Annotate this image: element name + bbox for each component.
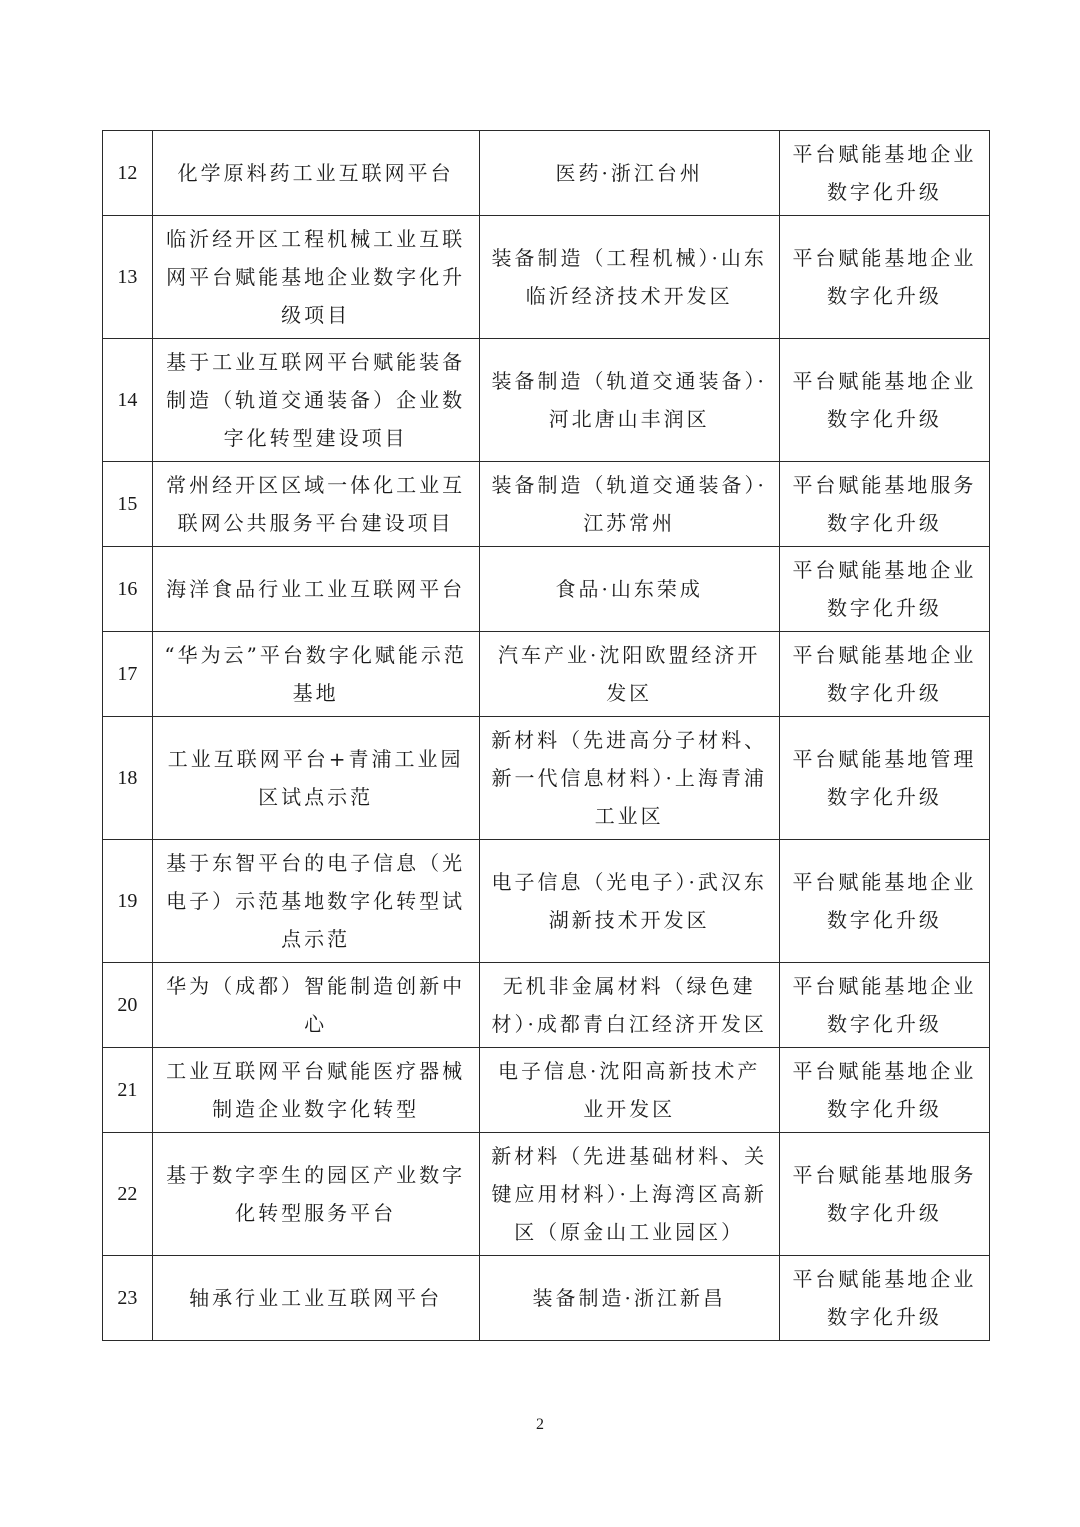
- row-number-cell: 15: [103, 462, 153, 547]
- project-name-cell: 常州经开区区域一体化工业互联网公共服务平台建设项目: [152, 462, 479, 547]
- project-table: [102, 130, 990, 1341]
- project-type-cell: 平台赋能基地企业数字化升级: [779, 963, 989, 1048]
- industry-location-cell: 新材料（先进高分子材料、新一代信息材料）·上海青浦工业区: [479, 717, 779, 840]
- table-row: [103, 717, 990, 840]
- table-row: [103, 963, 990, 1048]
- table-row: [103, 216, 990, 339]
- row-number-cell: 21: [103, 1048, 153, 1133]
- project-type-cell: 平台赋能基地企业数字化升级: [779, 339, 989, 462]
- project-name-cell: 临沂经开区工程机械工业互联网平台赋能基地企业数字化升级项目: [152, 216, 479, 339]
- project-type-cell: 平台赋能基地企业数字化升级: [779, 1256, 989, 1341]
- table-row: [103, 1048, 990, 1133]
- table-row: [103, 462, 990, 547]
- table-row: [103, 840, 990, 963]
- project-name-cell: 轴承行业工业互联网平台: [152, 1256, 479, 1341]
- table-row: [103, 1133, 990, 1256]
- industry-location-cell: 食品·山东荣成: [479, 547, 779, 632]
- table-row: [103, 131, 990, 216]
- industry-location-cell: 装备制造（工程机械）·山东临沂经济技术开发区: [479, 216, 779, 339]
- project-name-cell: 华为（成都）智能制造创新中心: [152, 963, 479, 1048]
- project-type-cell: 平台赋能基地企业数字化升级: [779, 216, 989, 339]
- page-number: 2: [536, 1416, 544, 1433]
- project-name-cell: “华为云”平台数字化赋能示范基地: [152, 632, 479, 717]
- row-number-cell: 14: [103, 339, 153, 462]
- table-row: [103, 1256, 990, 1341]
- project-name-cell: 基于东智平台的电子信息（光电子）示范基地数字化转型试点示范: [152, 840, 479, 963]
- project-name-cell: 工业互联网平台+青浦工业园区试点示范: [152, 717, 479, 840]
- project-name-cell: 化学原料药工业互联网平台: [152, 131, 479, 216]
- table-row: [103, 339, 990, 462]
- industry-location-cell: 装备制造（轨道交通装备）·河北唐山丰润区: [479, 339, 779, 462]
- project-name-cell: 海洋食品行业工业互联网平台: [152, 547, 479, 632]
- project-type-cell: 平台赋能基地企业数字化升级: [779, 1048, 989, 1133]
- industry-location-cell: 医药·浙江台州: [479, 131, 779, 216]
- row-number-cell: 23: [103, 1256, 153, 1341]
- project-type-cell: 平台赋能基地服务数字化升级: [779, 1133, 989, 1256]
- industry-location-cell: 电子信息（光电子）·武汉东湖新技术开发区: [479, 840, 779, 963]
- row-number-cell: 16: [103, 547, 153, 632]
- project-name-cell: 工业互联网平台赋能医疗器械制造企业数字化转型: [152, 1048, 479, 1133]
- project-type-cell: 平台赋能基地企业数字化升级: [779, 632, 989, 717]
- project-type-cell: 平台赋能基地企业数字化升级: [779, 547, 989, 632]
- table-row: [103, 632, 990, 717]
- project-name-cell: 基于数字孪生的园区产业数字化转型服务平台: [152, 1133, 479, 1256]
- project-type-cell: 平台赋能基地服务数字化升级: [779, 462, 989, 547]
- project-table-body: [103, 131, 990, 1341]
- project-type-cell: 平台赋能基地企业数字化升级: [779, 840, 989, 963]
- industry-location-cell: 汽车产业·沈阳欧盟经济开发区: [479, 632, 779, 717]
- industry-location-cell: 电子信息·沈阳高新技术产业开发区: [479, 1048, 779, 1133]
- row-number-cell: 12: [103, 131, 153, 216]
- project-name-cell: 基于工业互联网平台赋能装备制造（轨道交通装备）企业数字化转型建设项目: [152, 339, 479, 462]
- industry-location-cell: 新材料（先进基础材料、关键应用材料）·上海湾区高新区（原金山工业园区）: [479, 1133, 779, 1256]
- industry-location-cell: 装备制造·浙江新昌: [479, 1256, 779, 1341]
- project-type-cell: 平台赋能基地企业数字化升级: [779, 131, 989, 216]
- row-number-cell: 13: [103, 216, 153, 339]
- industry-location-cell: 无机非金属材料（绿色建材）·成都青白江经济开发区: [479, 963, 779, 1048]
- project-type-cell: 平台赋能基地管理数字化升级: [779, 717, 989, 840]
- row-number-cell: 20: [103, 963, 153, 1048]
- row-number-cell: 22: [103, 1133, 153, 1256]
- row-number-cell: 19: [103, 840, 153, 963]
- table-row: [103, 547, 990, 632]
- industry-location-cell: 装备制造（轨道交通装备）·江苏常州: [479, 462, 779, 547]
- row-number-cell: 17: [103, 632, 153, 717]
- row-number-cell: 18: [103, 717, 153, 840]
